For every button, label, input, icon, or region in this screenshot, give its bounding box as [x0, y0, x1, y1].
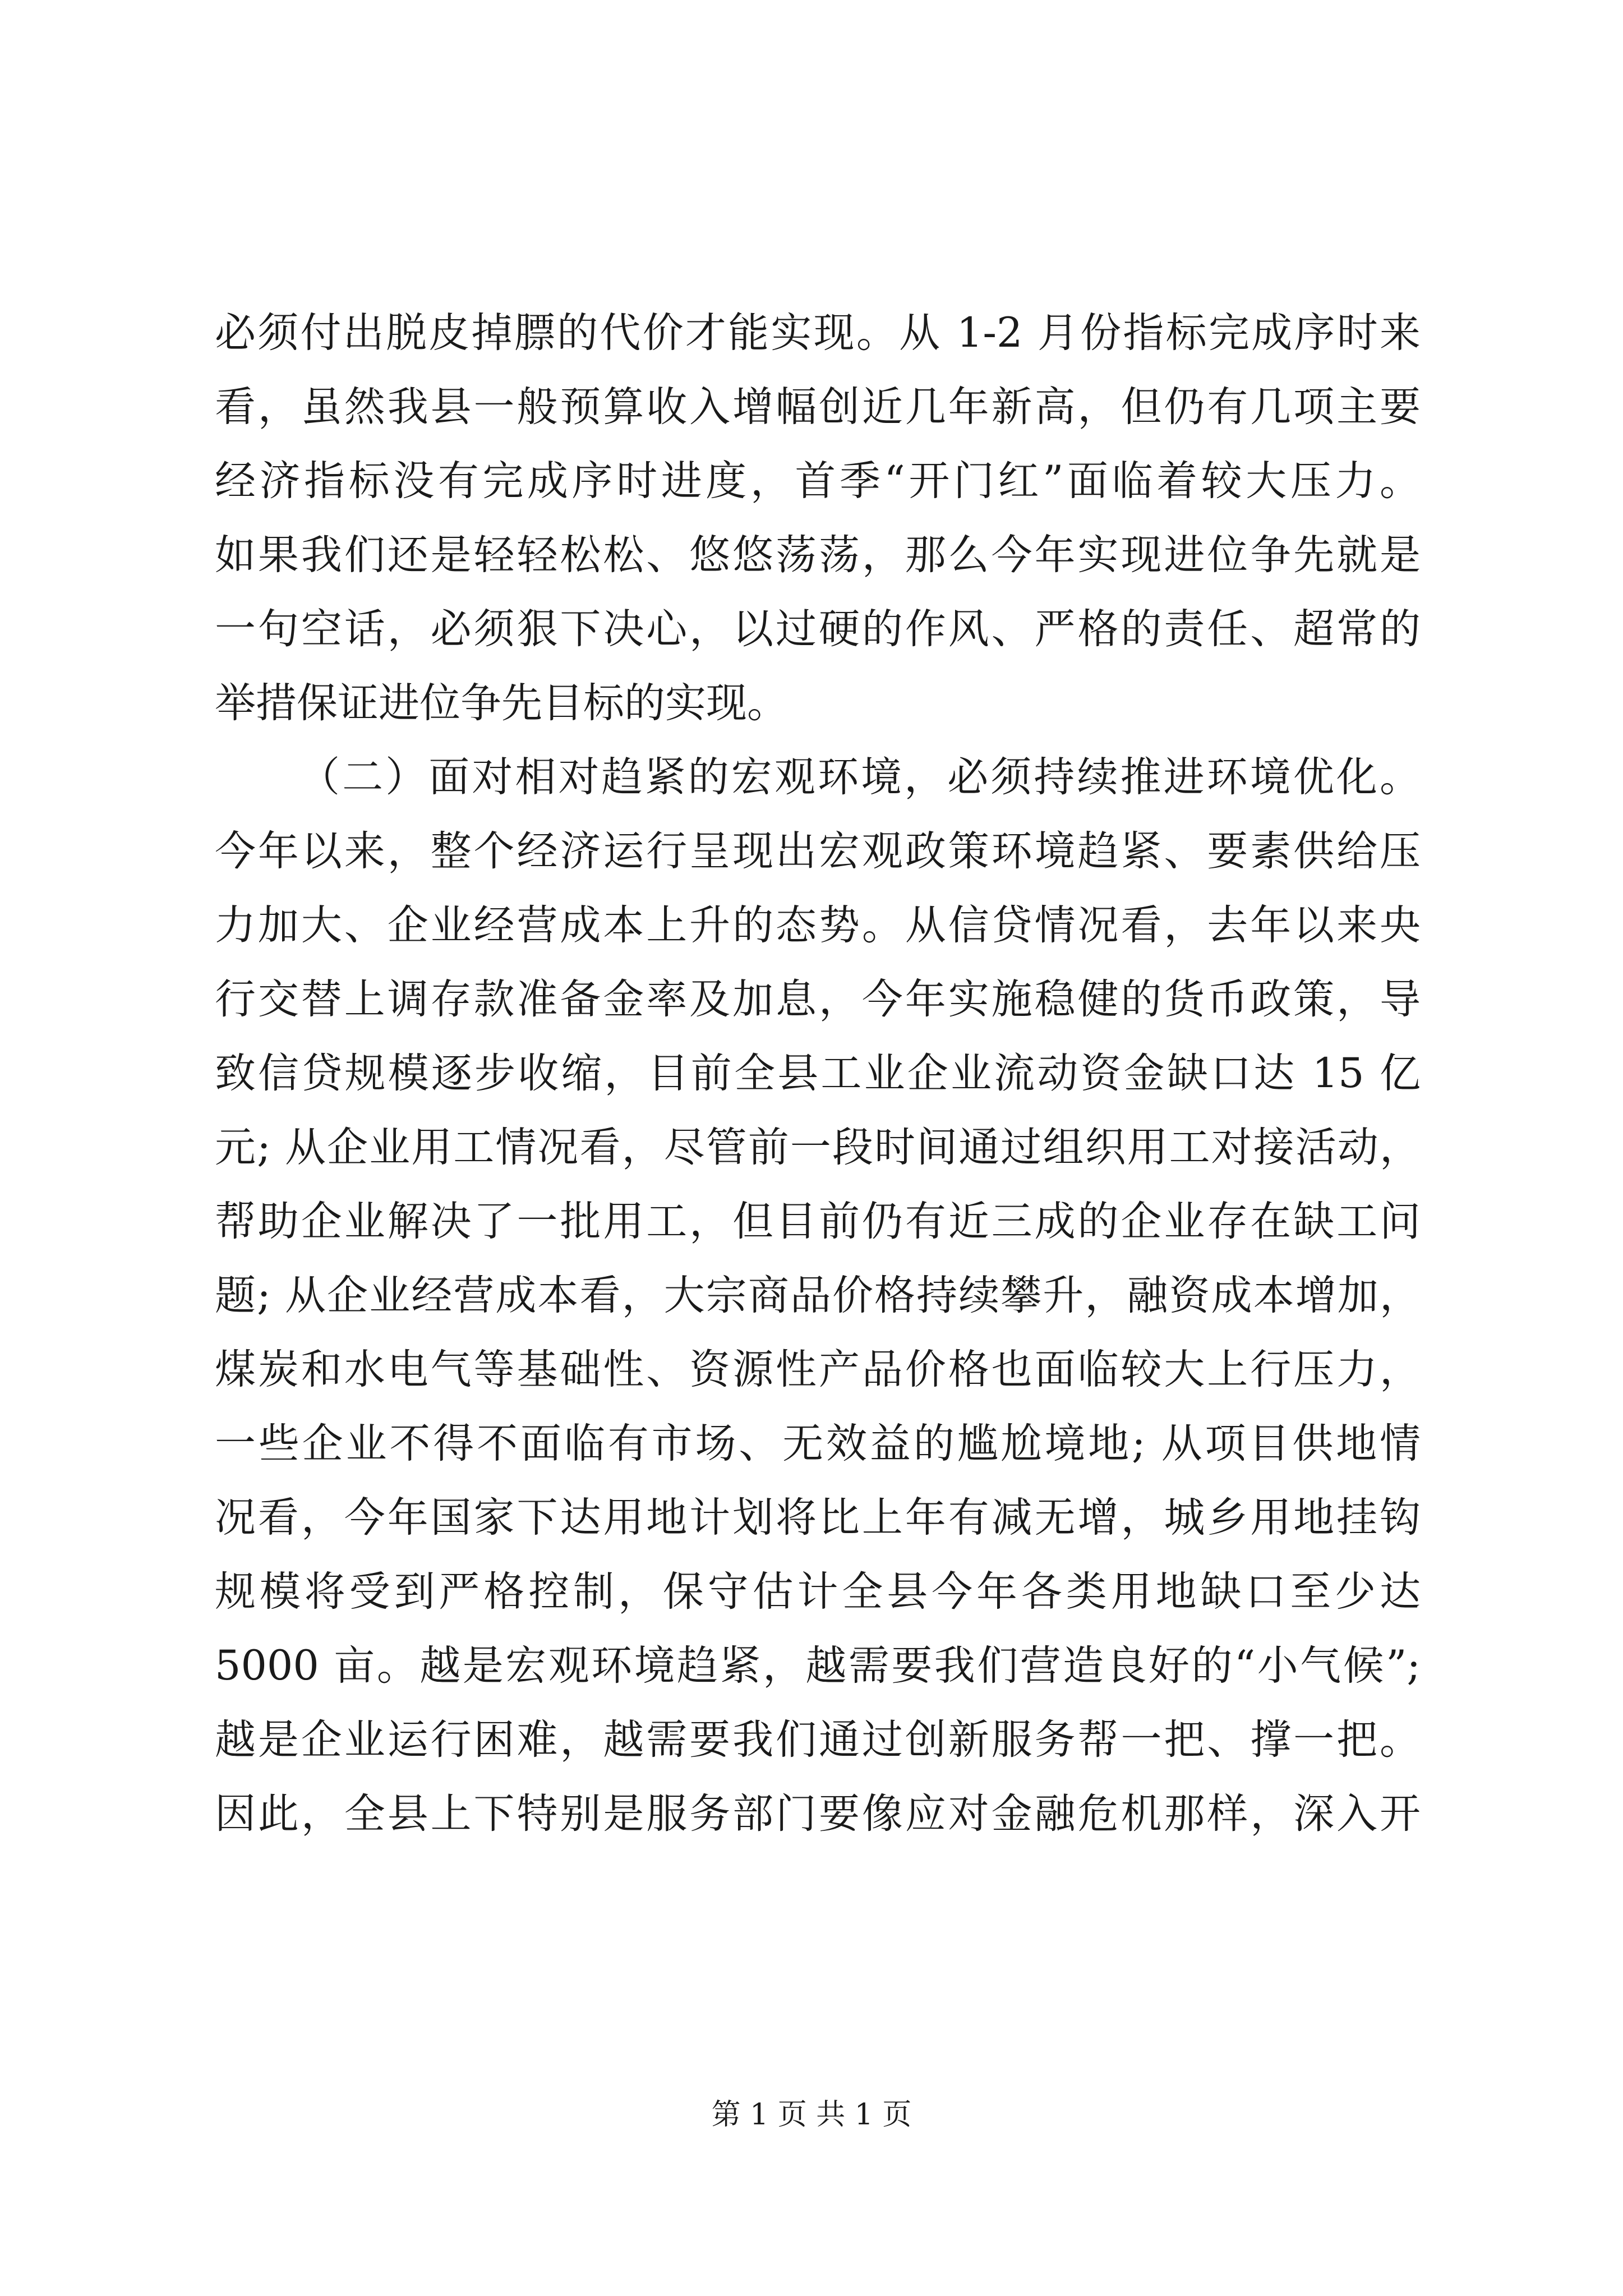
document-body	[215, 296, 1421, 1851]
text-line: 越是企业运行困难，越需要我们通过创新服务帮一把、撑一把。	[215, 1716, 1421, 1764]
text-line: 如果我们还是轻轻松松、悠悠荡荡，那么今年实现进位争先就是	[215, 531, 1421, 579]
section-heading-line: （二）面对相对趋紧的宏观环境，必须持续推进环境优化。	[299, 753, 1421, 801]
text-line: 行交替上调存款准备金率及加息，今年实施稳健的货币政策，导	[215, 976, 1421, 1023]
text-line: 必须付出脱皮掉膘的代价才能实现。从 1-2 月份指标完成序时来	[215, 309, 1421, 357]
text-line: 规模将受到严格控制，保守估计全县今年各类用地缺口至少达	[215, 1568, 1421, 1616]
page-footer	[0, 2095, 1623, 2134]
text-line: 力加大、企业经营成本上升的态势。从信贷情况看，去年以来央	[215, 901, 1421, 949]
text-line: 举措保证进位争先目标的实现。	[215, 679, 788, 727]
text-line: 煤炭和水电气等基础性、资源性产品价格也面临较大上行压力，	[215, 1346, 1421, 1393]
text-line: 今年以来，整个经济运行呈现出宏观政策环境趋紧、要素供给压	[215, 827, 1421, 875]
text-line: 况看，今年国家下达用地计划将比上年有减无增，城乡用地挂钩	[215, 1494, 1421, 1542]
text-line: 一些企业不得不面临有市场、无效益的尴尬境地; 从项目供地情	[215, 1420, 1421, 1467]
text-line: 题; 从企业经营成本看，大宗商品价格持续攀升，融资成本增加，	[215, 1272, 1421, 1319]
text-line: 致信贷规模逐步收缩，目前全县工业企业流动资金缺口达 15 亿	[215, 1050, 1421, 1097]
text-line: 经济指标没有完成序时进度，首季“开门红”面临着较大压力。	[215, 457, 1421, 505]
page-number-label: 第 1 页 共 1 页	[711, 2098, 912, 2132]
text-line: 元; 从企业用工情况看，尽管前一段时间通过组织用工对接活动，	[215, 1124, 1421, 1171]
text-line: 一句空话，必须狠下决心，以过硬的作风、严格的责任、超常的	[215, 605, 1421, 653]
text-line: 帮助企业解决了一批用工，但目前仍有近三成的企业存在缺工问	[215, 1198, 1421, 1245]
text-line: 5000 亩。越是宏观环境趋紧，越需要我们营造良好的“小气候”;	[215, 1642, 1421, 1690]
text-line: 因此，全县上下特别是服务部门要像应对金融危机那样，深入开	[215, 1790, 1421, 1838]
text-line: 看，虽然我县一般预算收入增幅创近几年新高，但仍有几项主要	[215, 383, 1421, 431]
